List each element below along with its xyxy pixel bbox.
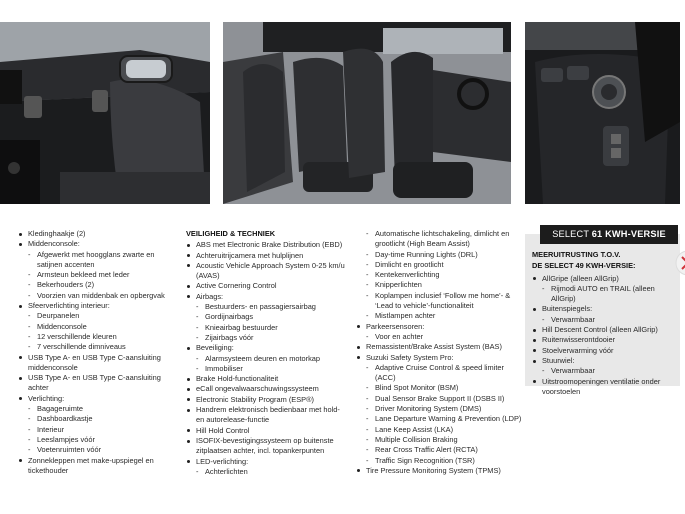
seats-interior-photo (223, 22, 511, 204)
list-item: Sfeerverlichting interieur: (18, 301, 178, 311)
select-version-badge (540, 225, 678, 244)
sub-list-item: - Armsteun bekleed met leder (18, 270, 178, 280)
list-item: AllGripe (alleen AllGrip) (532, 274, 678, 284)
list-item: Stuurwiel: (532, 356, 678, 366)
sub-list-item: - Gordijnairbags (186, 312, 346, 322)
sub-list-item: - Traffic Sign Recognition (TSR) (356, 456, 522, 466)
list-item: Uitstroomopeningen ventilatie onder voorstoelen (532, 377, 678, 398)
sub-list-item: - Bestuurders- en passagiersairbag (186, 302, 346, 312)
sub-list-item: - Interieur (18, 425, 178, 435)
list-item: Zonnekleppen met make-upspiegel en tickethouder (18, 456, 178, 477)
sub-list-item: - Verwarmbaar (532, 366, 678, 376)
list-item: Verlichting: (18, 394, 178, 404)
list-item: Active Cornering Control (186, 281, 346, 291)
sub-list-item: - Bekerhouders (2) (18, 280, 178, 290)
list-item: ISOFIX-bevestigingssysteem op buitenste zitplaatsen achter, incl. topankerpunten (186, 436, 346, 457)
select-extras-heading-1: MEERUITRUSTING T.O.V. (532, 250, 621, 259)
list-item: Stoelverwarming vóór (532, 346, 678, 356)
list-item: Remassistent/Brake Assist System (BAS) (356, 342, 522, 352)
sub-list-item: - Koplampen inclusief ‘Follow me home’- & ‘Lead to vehicle’-functionaliteit (356, 291, 522, 312)
list-item: Buitenspiegels: (532, 304, 678, 314)
sub-list-item: - Automatische lichtschakeling, dimlicht en grootlicht (High Beam Assist) (356, 229, 522, 250)
sub-list-item: - Lane Departure Warning & Prevention (LDP) (356, 414, 522, 424)
list-item: eCall ongevalwaarschuwingssysteem (186, 384, 346, 394)
sub-list-item: - Deurpanelen (18, 311, 178, 321)
list-item: LED-verlichting: (186, 457, 346, 467)
center-console-photo (525, 22, 680, 204)
sub-list-item: - Rear Cross Traffic Alert (RCTA) (356, 445, 522, 455)
select-extras (532, 250, 678, 397)
list-item: USB Type A- en USB Type C-aansluiting achter (18, 373, 178, 394)
list-item: Brake Hold-functionaliteit (186, 374, 346, 384)
sub-list-item: - Dimlicht en grootlicht (356, 260, 522, 270)
list-item: Hill Hold Control (186, 426, 346, 436)
select-extras-list (532, 274, 678, 398)
sub-list-item: - Kentekenverlichting (356, 270, 522, 280)
select-extras-heading-2: DE SELECT 49 KWH-VERSIE: (532, 261, 636, 271)
interior-features-column (18, 229, 178, 476)
list-item: Kledinghaakje (2) (18, 229, 178, 239)
safety-tech-column (186, 229, 346, 477)
sub-list-item: - Verwarmbaar (532, 315, 678, 325)
list-item: Tire Pressure Monitoring System (TPMS) (356, 466, 522, 476)
safety-tech-continued-list (356, 229, 522, 476)
sub-list-item: - Zijairbags vóór (186, 333, 346, 343)
list-item: Suzuki Safety System Pro: (356, 353, 522, 363)
list-item: Beveiliging: (186, 343, 346, 353)
safety-tech-list (186, 240, 346, 477)
sub-list-item: - Alarmsysteem deuren en motorkap (186, 354, 346, 364)
sub-list-item: - Leeslampjes vóór (18, 435, 178, 445)
list-item: ABS met Electronic Brake Distribution (EBD) (186, 240, 346, 250)
sub-list-item: - Afgewerkt met hoogglans zwarte en satijnen accenten (18, 250, 178, 271)
sub-list-item: - Voorzien van middenbak en opbergvak (18, 291, 178, 301)
sub-list-item: - Rijmodi AUTO en TRAIL (alleen AllGrip) (532, 284, 678, 305)
list-item: Handrem elektronisch bedienbaar met hold- en autorelease-functie (186, 405, 346, 426)
sub-list-item: - Knieairbag bestuurder (186, 323, 346, 333)
chevron-right-icon[interactable] (674, 250, 685, 276)
sub-list-item: - Achterlichten (186, 467, 346, 477)
select-badge-bold: 61 KWH-VERSIE (591, 229, 666, 239)
sub-list-item: - Dual Sensor Brake Support II (DSBS II) (356, 394, 522, 404)
sub-list-item: - Dashboardkastje (18, 414, 178, 424)
sub-list-item: - Bagageruimte (18, 404, 178, 414)
sub-list-item: - Voor en achter (356, 332, 522, 342)
sub-list-item: - Lane Keep Assist (LKA) (356, 425, 522, 435)
list-item: Electronic Stability Program (ESP®) (186, 395, 346, 405)
list-item: Airbags: (186, 292, 346, 302)
sub-list-item: - Multiple Collision Braking (356, 435, 522, 445)
sub-list-item: - 12 verschillende kleuren (18, 332, 178, 342)
sub-list-item: - Adaptive Cruise Control & speed limiter (ACC) (356, 363, 522, 384)
sub-list-item: - Mistlampen achter (356, 311, 522, 321)
list-item: Ruitenwisserontdooier (532, 335, 678, 345)
interior-features-list (18, 229, 178, 476)
select-badge-light: SELECT (552, 229, 592, 239)
sub-list-item: - Blind Spot Monitor (BSM) (356, 383, 522, 393)
list-item: Acoustic Vehicle Approach System 0-25 km/u (AVAS) (186, 261, 346, 282)
sub-list-item: - 7 verschillende dimniveaus (18, 342, 178, 352)
dashboard-interior-photo (0, 22, 210, 204)
list-item: Parkeersensoren: (356, 322, 522, 332)
list-item: Middenconsole: (18, 239, 178, 249)
sub-list-item: - Day-time Running Lights (DRL) (356, 250, 522, 260)
list-item: Achteruitrijcamera met hulplijnen (186, 251, 346, 261)
list-item: USB Type A- en USB Type C-aansluiting middenconsole (18, 353, 178, 374)
sub-list-item: - Knipperlichten (356, 280, 522, 290)
sub-list-item: - Voetenruimten vóór (18, 445, 178, 455)
safety-tech-heading: VEILIGHEID & TECHNIEK (186, 229, 276, 238)
sub-list-item: - Driver Monitoring System (DMS) (356, 404, 522, 414)
list-item: Hill Descent Control (alleen AllGrip) (532, 325, 678, 335)
sub-list-item: - Middenconsole (18, 322, 178, 332)
safety-tech-continued-column (356, 229, 522, 476)
sub-list-item: - Immobiliser (186, 364, 346, 374)
